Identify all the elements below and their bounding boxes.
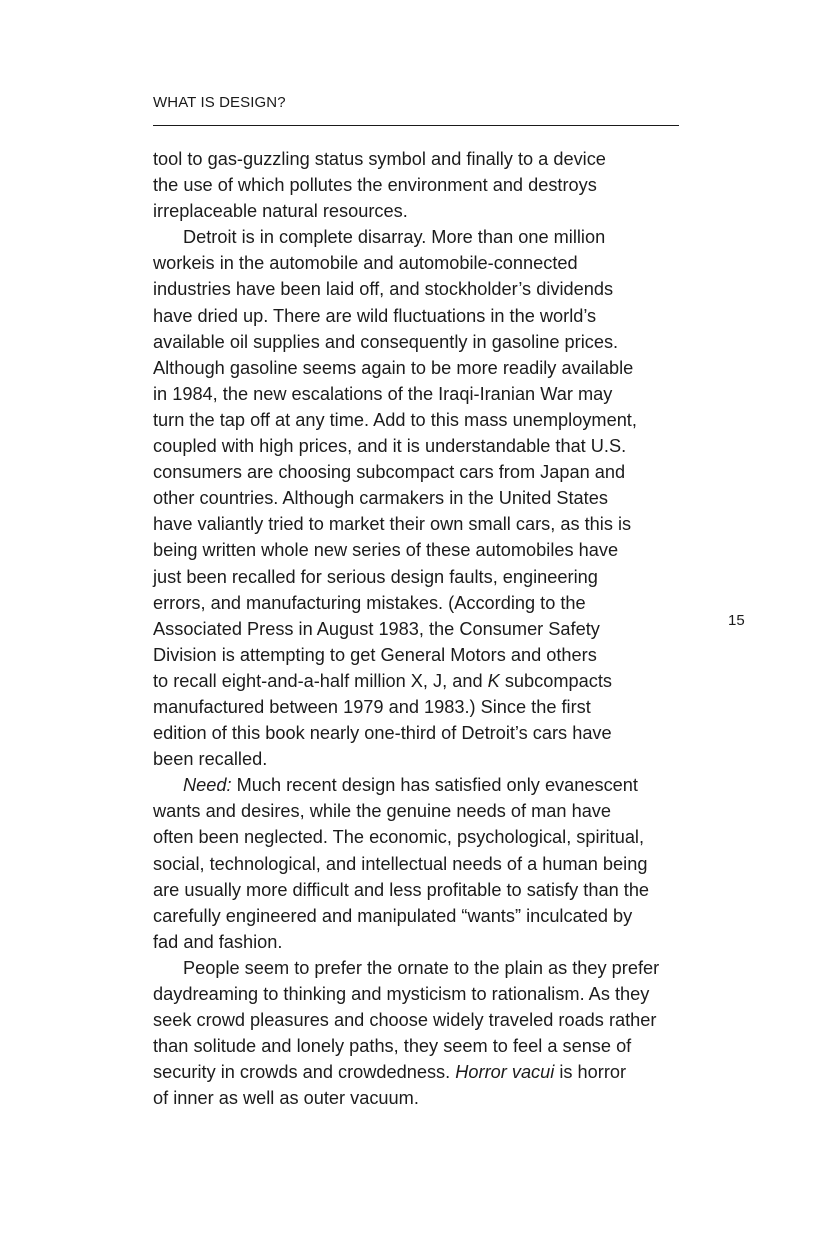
text-segment: Much recent design has satisfied only evanescent [231, 775, 638, 796]
text-line: wants and desires, while the genuine needs of man have [153, 801, 612, 822]
text-segment: security in crowds and crowdedness. [153, 1062, 456, 1083]
text-line: social, technological, and intellectual needs of a human being [153, 853, 648, 874]
text-line: Although gasoline seems again to be more readily available [153, 357, 634, 378]
paragraph-2 [153, 224, 693, 772]
text-segment: is horror [554, 1062, 627, 1083]
body-text [153, 146, 693, 1111]
text-line: workeis in the automobile and automobile-connected [153, 253, 578, 274]
text-line: have dried up. There are wild fluctuations in the world’s [153, 305, 597, 326]
running-head: WHAT IS DESIGN? [153, 94, 286, 111]
paragraph-3 [153, 772, 693, 955]
text-line: in 1984, the new escalations of the Iraqi-Iranian War may [153, 383, 613, 404]
text-line: Detroit is in complete disarray. More than one million [183, 227, 606, 248]
text-line: Associated Press in August 1983, the Consumer Safety [153, 618, 600, 639]
text-line: often been neglected. The economic, psychological, spiritual, [153, 827, 645, 848]
paragraph-4 [153, 955, 693, 1112]
text-line: than solitude and lonely paths, they seem to feel a sense of [153, 1036, 632, 1057]
text-line: errors, and manufacturing mistakes. (According to the [153, 592, 586, 613]
text-line: irreplaceable natural resources. [153, 201, 408, 222]
italic-text: Need: [183, 775, 232, 796]
text-line: seek crowd pleasures and choose widely traveled roads rather [153, 1010, 657, 1031]
paragraph-1 [153, 146, 693, 224]
text-line-with-italic [153, 772, 693, 798]
text-line: other countries. Although carmakers in the United States [153, 488, 608, 509]
text-line: have valiantly tried to market their own small cars, as this is [153, 514, 632, 535]
text-line: turn the tap off at any time. Add to this mass unemployment, [153, 409, 637, 430]
text-segment: subcompacts [499, 670, 612, 691]
text-line: manufactured between 1979 and 1983.) Since the first [153, 696, 591, 717]
text-segment: to recall eight-and-a-half million X, J, and [153, 670, 488, 691]
text-line: carefully engineered and manipulated “wants” inculcated by [153, 905, 633, 926]
page-number: 15 [728, 612, 745, 629]
text-line: Division is attempting to get General Motors and others [153, 644, 597, 665]
text-line: are usually more difficult and less profitable to satisfy than the [153, 879, 650, 900]
text-line: edition of this book nearly one-third of Detroit’s cars have [153, 723, 612, 744]
italic-text: Horror vacui [455, 1062, 555, 1083]
italic-text: K [487, 670, 500, 691]
text-line-with-italic [153, 668, 693, 694]
text-line: the use of which pollutes the environment and destroys [153, 175, 597, 196]
text-line: been recalled. [153, 749, 268, 770]
text-line: industries have been laid off, and stockholder’s dividends [153, 279, 614, 300]
text-line: consumers are choosing subcompact cars from Japan and [153, 462, 626, 483]
text-line: being written whole new series of these automobiles have [153, 540, 619, 561]
text-line: of inner as well as outer vacuum. [153, 1088, 419, 1109]
text-line: available oil supplies and consequently in gasoline prices. [153, 331, 619, 352]
text-line: coupled with high prices, and it is understandable that U.S. [153, 436, 627, 457]
text-line: fad and fashion. [153, 931, 283, 952]
text-line: tool to gas-guzzling status symbol and finally to a device [153, 149, 606, 169]
text-line: just been recalled for serious design faults, engineering [153, 566, 598, 587]
text-line: People seem to prefer the ornate to the plain as they prefer [183, 957, 660, 978]
header-rule [153, 125, 679, 126]
text-line-with-italic [153, 1059, 693, 1085]
text-line: daydreaming to thinking and mysticism to rationalism. As they [153, 984, 650, 1004]
